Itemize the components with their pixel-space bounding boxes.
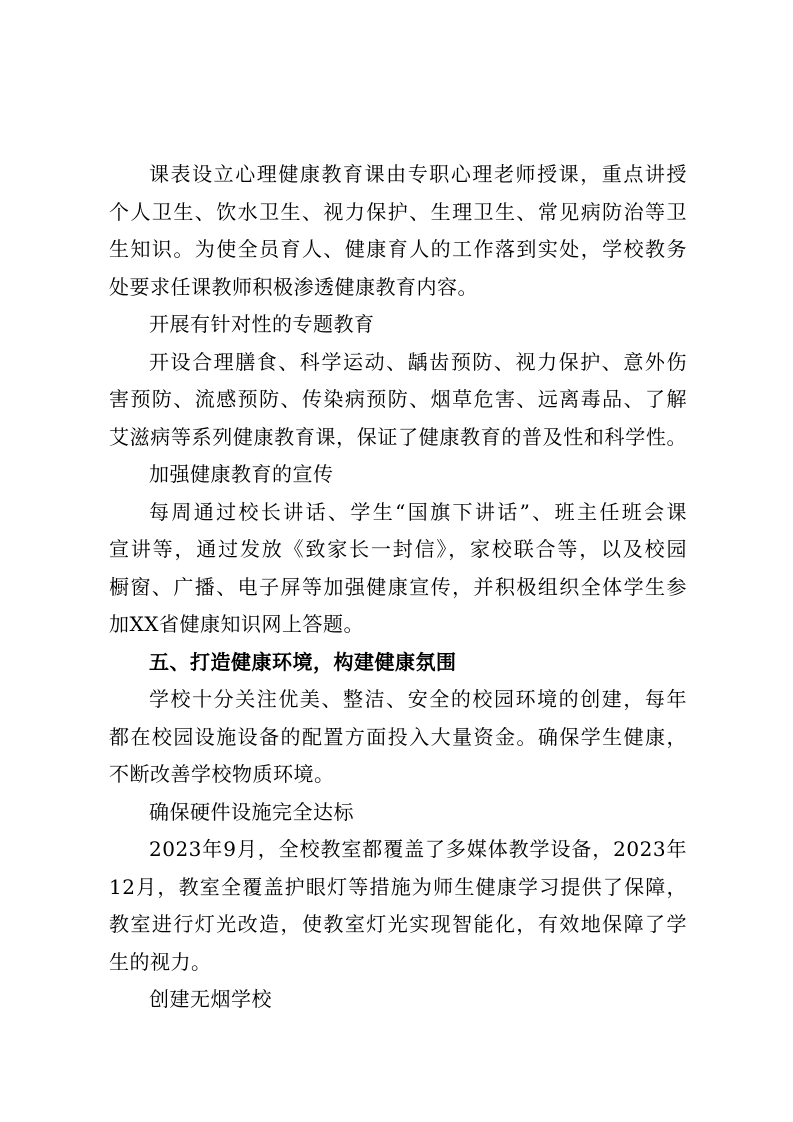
body-paragraph <box>109 494 687 644</box>
body-paragraph <box>109 156 687 306</box>
paragraph-line: 2023年9月，全校教室都覆盖了多媒体教学设备，2023年 <box>149 837 687 861</box>
paragraph-line: 加XX省健康知识网上答题。 <box>109 612 364 636</box>
subheading <box>109 794 687 832</box>
subheading-text: 开展有针对性的专题教育 <box>149 312 375 336</box>
subheading-text: 加强健康教育的宣传 <box>149 462 334 486</box>
paragraph-line: 都在校园设施设备的配置方面投入大量资金。确保学生健康， <box>109 724 687 749</box>
paragraph-line: 12月，教室全覆盖护眼灯等措施为师生健康学习提供了保障， <box>109 874 687 899</box>
paragraph-line: 不断改善学校物质环境。 <box>109 762 335 786</box>
subheading <box>109 306 687 344</box>
paragraph-line: 处要求任课教师积极渗透健康教育内容。 <box>109 274 478 299</box>
body-paragraph <box>109 831 687 981</box>
paragraph-line: 害预防、流感预防、传染病预防、烟草危害、远离毒品、了解 <box>109 387 687 411</box>
paragraph-line: 开设合理膳食、科学运动、龋齿预防、视力保护、意外伤 <box>149 349 687 374</box>
document-body <box>109 156 687 1019</box>
paragraph-line: 课表设立心理健康教育课由专职心理老师授课，重点讲授 <box>149 162 687 186</box>
subheading <box>109 456 687 494</box>
body-paragraph <box>109 344 687 457</box>
paragraph-line: 教室进行灯光改造，使教室灯光实现智能化，有效地保障了学 <box>109 912 687 936</box>
paragraph-line: 生知识。为使全员育人、健康育人的工作落到实处，学校教务 <box>109 237 687 261</box>
subheading-text: 确保硬件设施完全达标 <box>149 799 354 824</box>
paragraph-line: 学校十分关注优美、整洁、安全的校园环境的创建，每年 <box>149 687 687 711</box>
paragraph-line: 每周通过校长讲话、学生“国旗下讲话”、班主任班会课 <box>149 499 687 524</box>
paragraph-line: 宣讲等，通过发放《致家长一封信》，家校联合等，以及校园 <box>109 537 687 561</box>
section-heading <box>109 644 687 682</box>
subheading <box>109 981 687 1019</box>
section-heading-text: 五、打造健康环境，构建健康氛围 <box>149 649 457 674</box>
paragraph-line: 艾滋病等系列健康教育课，保证了健康教育的普及性和科学性。 <box>109 424 687 449</box>
paragraph-line: 生的视力。 <box>109 949 212 974</box>
paragraph-line: 个人卫生、饮水卫生、视力保护、生理卫生、常见病防治等卫 <box>109 199 687 224</box>
paragraph-line: 橱窗、广播、电子屏等加强健康宣传，并积极组织全体学生参 <box>109 574 687 599</box>
subheading-text: 创建无烟学校 <box>149 987 272 1011</box>
body-paragraph <box>109 681 687 794</box>
